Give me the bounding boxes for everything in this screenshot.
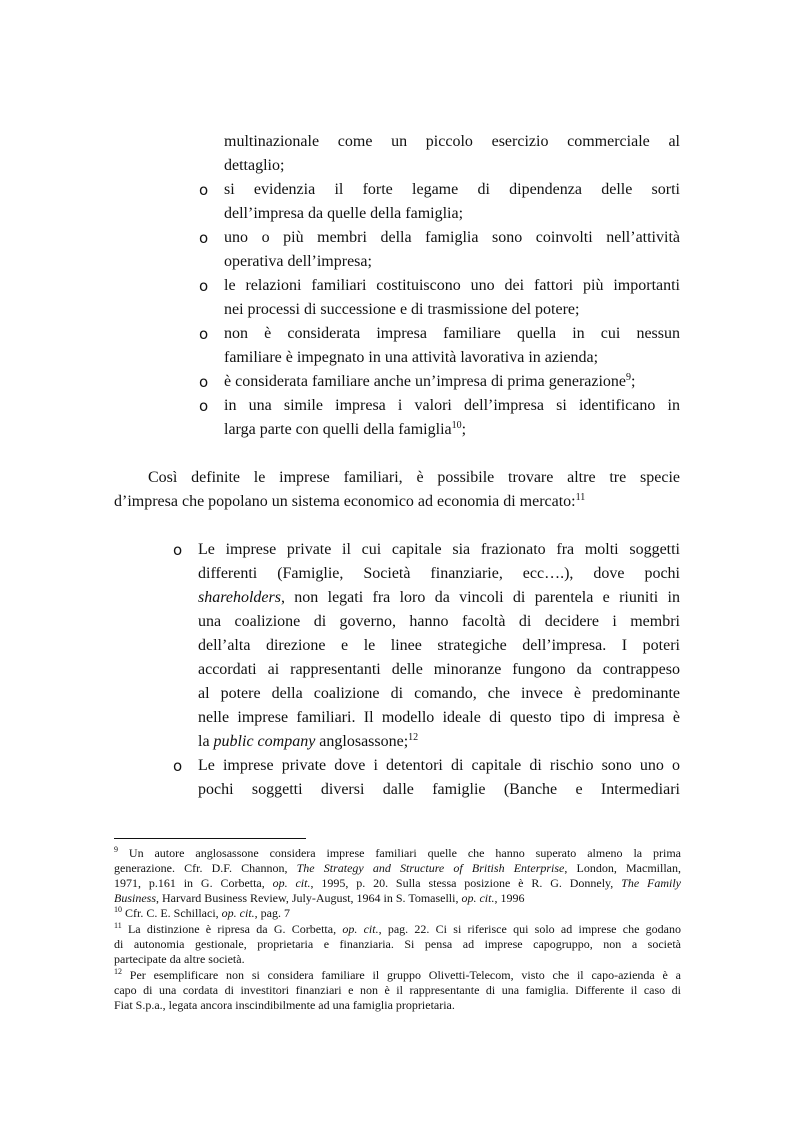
list-item-line: differenti (Famiglie, Società finanziarie, ecc….), dove pochi (198, 565, 680, 582)
list-item-line: nelle imprese familiari. Il modello ideale di questo tipo di impresa è (198, 709, 680, 726)
footnote-12-line: Fiat S.p.a., legata ancora inscindibilmente ad una famiglia proprietaria. (114, 998, 455, 1012)
footnote-ref-12[interactable]: 12 (408, 732, 419, 743)
list-item-line: in una simile impresa i valori dell’impresa si identificano in (224, 397, 680, 414)
list-item-continuation-line: dettaglio; (224, 157, 285, 174)
list-item-line: larga parte con quelli della famiglia$^{10}$; (224, 420, 467, 438)
bullet-marker: o (199, 397, 209, 415)
footnote-ref-11[interactable]: 11 (575, 492, 586, 503)
bullet-marker: o (199, 325, 209, 343)
list-item-line: è considerata familiare anche un’impresa di prima generazione$^9$; (224, 372, 636, 390)
footnote-9-line: generazione. Cfr. D.F. Channon, The Strategy and Structure of British Enterprise, London, Macmillan, (114, 861, 681, 875)
footnote-12-line: $^{12}$ Per esemplificare non si considera familiare il gruppo Olivetti-Telecom, visto che il capo-azienda è a (114, 967, 681, 982)
list-item-line: pochi soggetti diversi dalle famiglie (Banche e Intermediari (198, 781, 680, 798)
footnote-11-line: di autonomia gestionale, proprietaria e finanziaria. Si pensa ad imprese capogruppo, non a società (114, 937, 681, 951)
list-item-line: Le imprese private dove i detentori di capitale di rischio sono uno o (198, 757, 680, 774)
list-item-line: nei processi di successione e di trasmissione del potere; (224, 301, 580, 318)
list-item-line: si evidenzia il forte legame di dipendenza delle sorti (224, 181, 680, 198)
list-item-line: Le imprese private il cui capitale sia frazionato fra molti soggetti (198, 541, 680, 558)
paragraph-line: Così definite le imprese familiari, è possibile trovare altre tre specie (148, 469, 680, 486)
footnote-11-line: partecipate da altre società. (114, 952, 245, 966)
bullet-marker: o (199, 181, 209, 199)
footnote-12-line: capo di una cordata di investitori finanziari e non è il rappresentante di una famiglia. Differente il caso di (114, 983, 681, 997)
footnote-ref-10[interactable]: 10 (451, 420, 462, 431)
bullet-marker: o (199, 277, 209, 295)
footnote-ref-9[interactable]: 9 (626, 372, 632, 383)
footnote-10: $^{10}$ Cfr. C. E. Schillaci, op. cit., pag. 7 (114, 905, 290, 920)
bullet-marker: o (199, 229, 209, 247)
list-item-line: uno o più membri della famiglia sono coinvolti nell’attività (224, 229, 680, 246)
footnote-9-line: Business, Harvard Business Review, July-August, 1964 in S. Tomaselli, op. cit., 1996 (114, 891, 525, 905)
footnote-11-line: $^{11}$ La distinzione è ripresa da G. Corbetta, op. cit., pag. 22. Ci si riferisce qui solo ad imprese che godano (114, 921, 681, 936)
list-item-line: una coalizione di governo, hanno facoltà di decidere i membri (198, 613, 680, 630)
list-item-line: dell’alta direzione e le linee strategiche dell’impresa. I poteri (198, 637, 680, 654)
footnote-separator (114, 838, 306, 839)
list-item-line: familiare è impegnato in una attività lavorativa in azienda; (224, 349, 599, 366)
bullet-marker: o (199, 373, 209, 391)
list-item-line: la public company anglosassone;$^{12}$ (198, 732, 419, 750)
list-item-line: shareholders, non legati fra loro da vincoli di parentela e riuniti in (198, 589, 680, 606)
footnote-9-line: 1971, p.161 in G. Corbetta, op. cit., 1995, p. 20. Sulla stessa posizione è R. G. Donnely, The Family (114, 876, 681, 890)
paragraph-line: d’impresa che popolano un sistema economico ad economia di mercato:$^{11}$ (114, 492, 586, 510)
list-item-line: operativa dell’impresa; (224, 253, 372, 270)
list-item-line: le relazioni familiari costituiscono uno dei fattori più importanti (224, 277, 680, 294)
list-item-line: al potere della coalizione di comando, che invece è predominante (198, 685, 680, 702)
list-item-continuation-line: multinazionale come un piccolo esercizio commerciale al (224, 133, 680, 150)
list-item-line: accordati ai rappresentanti delle minoranze fungono da contrappeso (198, 661, 680, 678)
list-item-line: dell’impresa da quelle della famiglia; (224, 205, 464, 222)
bullet-marker: o (173, 541, 183, 559)
bullet-marker: o (173, 757, 183, 775)
footnote-9-line: $^9$ Un autore anglosassone considera imprese familiari quelle che hanno superato almeno la prima (114, 845, 681, 860)
list-item-line: non è considerata impresa familiare quella in cui nessun (224, 325, 680, 342)
